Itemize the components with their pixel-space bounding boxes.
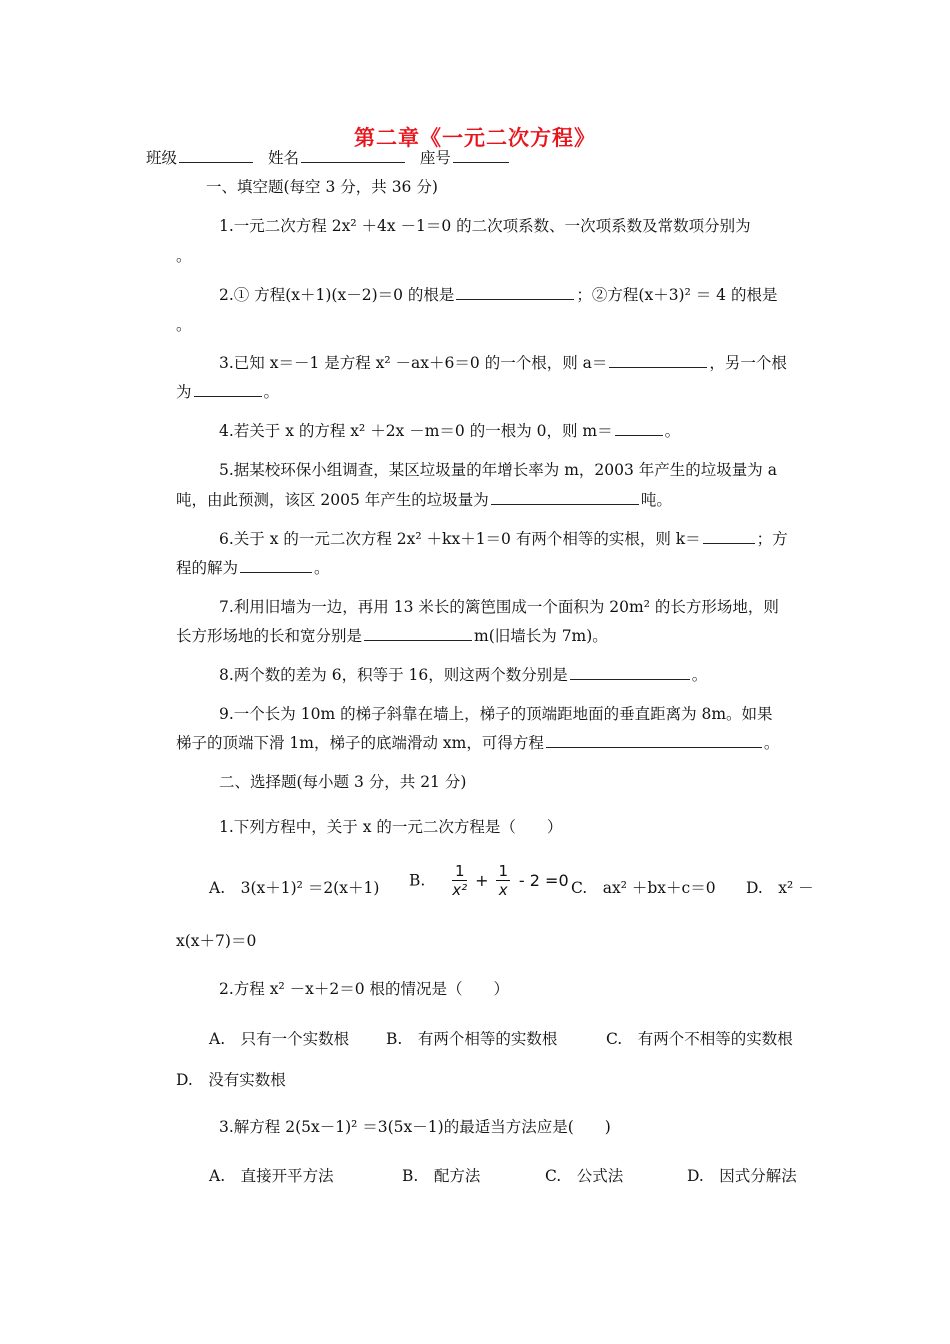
fill-q4-part2: 。 — [664, 422, 681, 440]
fill-q1-line1: 1.一元二次方程 2x² ＋4x －1＝0 的二次项系数、一次项系数及常数项分别为 — [219, 217, 751, 235]
fill-q5-line2 — [176, 488, 672, 510]
fill-q5-line2a: 吨，由此预测，该区 2005 年产生的垃圾量为 — [176, 491, 489, 509]
fraction-1-over-x — [496, 862, 510, 899]
choice-q2-option-d: D. 没有实数根 — [176, 1071, 286, 1089]
choice-q1-b-label: B. — [409, 871, 426, 890]
fill-q1-line2: 。 — [176, 247, 192, 265]
fill-q8-line — [219, 663, 707, 685]
fill-q4-part1: 4.若关于 x 的方程 x² ＋2x －m＝0 的一根为 0，则 m＝ — [219, 422, 613, 440]
fraction-2-numerator: 1 — [498, 862, 508, 880]
fill-q9-line2b: 。 — [763, 734, 780, 752]
fill-q5-line2b: 吨。 — [640, 491, 672, 509]
plus-sign: + — [475, 871, 489, 890]
choice-q2-option-a: A. 只有一个实数根 — [209, 1030, 350, 1048]
fill-q3-part2: ，另一个根 — [709, 354, 787, 372]
seat-blank[interactable] — [453, 146, 509, 163]
fill-q3-line1 — [219, 351, 787, 373]
equation-tail: - 2 =0 — [518, 871, 569, 890]
fill-q8-part2: 。 — [691, 666, 708, 684]
student-info-line — [146, 146, 511, 168]
fill-q6-line1 — [219, 527, 788, 549]
fill-q4-line — [219, 419, 680, 441]
fill-q3-line2b: 。 — [263, 383, 280, 401]
fill-q6-part2: ；方 — [756, 530, 788, 548]
fill-q7-line2 — [176, 624, 608, 646]
fill-q3-line2a: 为 — [176, 383, 192, 401]
choice-q3-option-d: D. 因式分解法 — [687, 1167, 797, 1185]
choice-q1-option-d-line2: x(x＋7)＝0 — [176, 932, 257, 950]
choice-q2-option-c: C. 有两个不相等的实数根 — [606, 1030, 793, 1048]
fill-q2-part2: ；②方程(x＋3)² ＝ 4 的根是 — [576, 286, 778, 304]
fill-q8-part1: 8.两个数的差为 6，积等于 16，则这两个数分别是 — [219, 666, 568, 684]
fill-q5-blank[interactable] — [491, 488, 639, 505]
fill-q6-line2 — [176, 556, 330, 578]
fill-q2-line2: 。 — [176, 316, 192, 334]
fill-q6-blank1[interactable] — [703, 527, 755, 544]
fill-q2-line1 — [219, 283, 777, 305]
name-label: 姓名 — [267, 149, 299, 167]
fill-q6-line2b: 。 — [314, 559, 330, 577]
name-blank[interactable] — [301, 146, 405, 163]
choice-q3-option-a: A. 直接开平方法 — [209, 1167, 334, 1185]
fill-q9-line2a: 梯子的顶端下滑 1m，梯子的底端滑动 xm，可得方程 — [176, 734, 544, 752]
fill-q8-blank[interactable] — [570, 663, 690, 680]
fill-q3-blank2[interactable] — [194, 380, 262, 397]
fraction-2-denominator: x — [498, 881, 508, 899]
fill-q9-blank[interactable] — [546, 731, 762, 748]
choice-q1-stem: 1.下列方程中，关于 x 的一元二次方程是（ ） — [219, 818, 563, 836]
fill-q3-blank1[interactable] — [609, 351, 707, 368]
choice-q3-option-c: C. 公式法 — [545, 1167, 624, 1185]
fill-q9-line2 — [176, 731, 779, 753]
fill-q7-line2b: m(旧墙长为 7m)。 — [474, 627, 608, 645]
fraction-1-denominator: x² — [452, 881, 468, 899]
choice-q3-option-b: B. 配方法 — [402, 1167, 481, 1185]
fraction-1-over-x-squared — [452, 862, 467, 899]
fill-q7-line2a: 长方形场地的长和宽分别是 — [176, 627, 363, 645]
choice-q1-option-c: C. ax² ＋bx＋c＝0 — [571, 879, 716, 897]
fill-q4-blank[interactable] — [615, 419, 663, 436]
section2-heading: 二、选择题(每小题 3 分，共 21 分) — [219, 773, 467, 791]
choice-q2-option-b: B. 有两个相等的实数根 — [386, 1030, 558, 1048]
page-title: 第二章《一元二次方程》 — [354, 126, 596, 150]
fill-q3-line2 — [176, 380, 279, 402]
fill-q6-blank2[interactable] — [240, 556, 312, 573]
fill-q5-line1: 5.据某校环保小组调查，某区垃圾量的年增长率为 m，2003 年产生的垃圾量为 a — [219, 461, 777, 479]
fill-q2-blank1[interactable] — [456, 283, 574, 300]
class-label: 班级 — [146, 149, 178, 167]
choice-q3-stem: 3.解方程 2(5x－1)² ＝3(5x－1)的最适当方法应是( ) — [219, 1118, 611, 1136]
choice-q1-option-a: A. 3(x＋1)² ＝2(x＋1) — [209, 879, 380, 897]
fill-q6-part1: 6.关于 x 的一元二次方程 2x² ＋kx＋1＝0 有两个相等的实根，则 k＝ — [219, 530, 701, 548]
class-blank[interactable] — [179, 146, 253, 163]
fill-q6-line2a: 程的解为 — [176, 559, 239, 577]
choice-q1-option-b — [409, 862, 569, 899]
fill-q2-part1: 2.① 方程(x＋1)(x－2)＝0 的根是 — [219, 286, 455, 304]
choice-q2-stem: 2.方程 x² －x＋2＝0 根的情况是（ ） — [219, 980, 509, 998]
section1-heading: 一、填空题(每空 3 分，共 36 分) — [206, 178, 438, 196]
fill-q3-part1: 3.已知 x＝－1 是方程 x² －ax＋6＝0 的一个根，则 a＝ — [219, 354, 608, 372]
fill-q9-line1: 9.一个长为 10m 的梯子斜靠在墙上，梯子的顶端距地面的垂直距离为 8m。如果 — [219, 705, 773, 723]
choice-q1-option-d-line1: D. x² － — [746, 879, 814, 897]
fill-q7-blank[interactable] — [364, 624, 472, 641]
seat-label: 座号 — [419, 149, 451, 167]
fraction-1-numerator: 1 — [452, 862, 467, 881]
fill-q7-line1: 7.利用旧墙为一边，再用 13 米长的篱笆围成一个面积为 20m² 的长方形场地，则 — [219, 598, 779, 616]
